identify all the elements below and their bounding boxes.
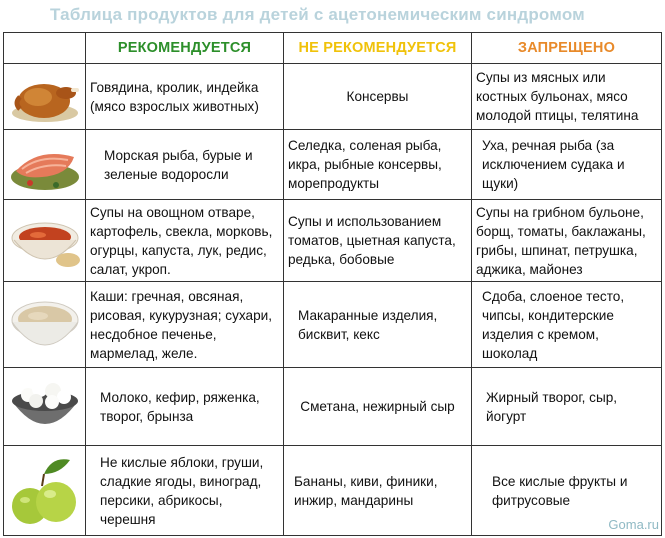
header-image-cell	[4, 33, 86, 64]
green-apples-image	[4, 446, 86, 536]
watermark: Goma.ru	[608, 517, 659, 532]
page-title: Таблица продуктов для детей с ацетонемическим синдромом	[50, 5, 585, 24]
cell-forbidden: Уха, речная рыба (за исключением судака и щуки)	[472, 130, 662, 200]
products-table	[3, 32, 662, 536]
cell-forbidden: Сдоба, слоеное тесто, чипсы, кондитерские изделия с кремом, шоколад	[472, 282, 662, 368]
table-row	[4, 368, 662, 446]
cell-recommended: Молоко, кефир, ряженка, творог, брынза	[86, 368, 284, 446]
cell-not-recommended: Сметана, нежирный сыр	[284, 368, 472, 446]
soup-bowl-image	[4, 200, 86, 282]
cottage-cheese-bowl-image	[4, 368, 86, 446]
cell-forbidden: Все кислые фрукты и фитрусовые	[472, 446, 662, 536]
cell-recommended: Морская рыба, бурые и зеленые водоросли	[86, 130, 284, 200]
cell-recommended: Говядина, кролик, индейка (мясо взрослых животных)	[86, 64, 284, 130]
header-recommended: РЕКОМЕНДУЕТСЯ	[86, 33, 284, 64]
porridge-bowl-image	[4, 282, 86, 368]
cell-not-recommended: Бананы, киви, финики, инжир, мандарины	[284, 446, 472, 536]
cell-forbidden: Жирный творог, сыр, йогурт	[472, 368, 662, 446]
roast-chicken-image	[4, 64, 86, 130]
header-not-recommended: НЕ РЕКОМЕНДУЕТСЯ	[284, 33, 472, 64]
cell-not-recommended: Супы и использованием томатов, цыетная капуста, редька, бобовые	[284, 200, 472, 282]
cell-recommended: Каши: гречная, овсяная, рисовая, кукурузная; сухари, несдобное печенье, мармелад, желе.	[86, 282, 284, 368]
cell-forbidden: Супы на грибном бульоне, борщ, томаты, баклажаны, грибы, шпинат, петрушка, аджика, майонез	[472, 200, 662, 282]
table-row	[4, 282, 662, 368]
table-row	[4, 64, 662, 130]
table-row	[4, 446, 662, 536]
cell-not-recommended: Макаранные изделия, бисквит, кекс	[284, 282, 472, 368]
cell-recommended: Супы на овощном отваре, картофель, свекла, морковь, огурцы, капуста, лук, редис, салат, укроп.	[86, 200, 284, 282]
cell-forbidden: Супы из мясных или костных бульонах, мясо молодой птицы, телятина	[472, 64, 662, 130]
table-header-row	[4, 33, 662, 64]
table-row	[4, 130, 662, 200]
salmon-fillet-image	[4, 130, 86, 200]
cell-recommended: Не кислые яблоки, груши, сладкие ягоды, виноград, персики, абрикосы, черешня	[86, 446, 284, 536]
header-forbidden: ЗАПРЕЩЕНО	[472, 33, 662, 64]
table-row	[4, 200, 662, 282]
cell-not-recommended: Консервы	[284, 64, 472, 130]
cell-not-recommended: Селедка, соленая рыба, икра, рыбные консервы, морепродукты	[284, 130, 472, 200]
